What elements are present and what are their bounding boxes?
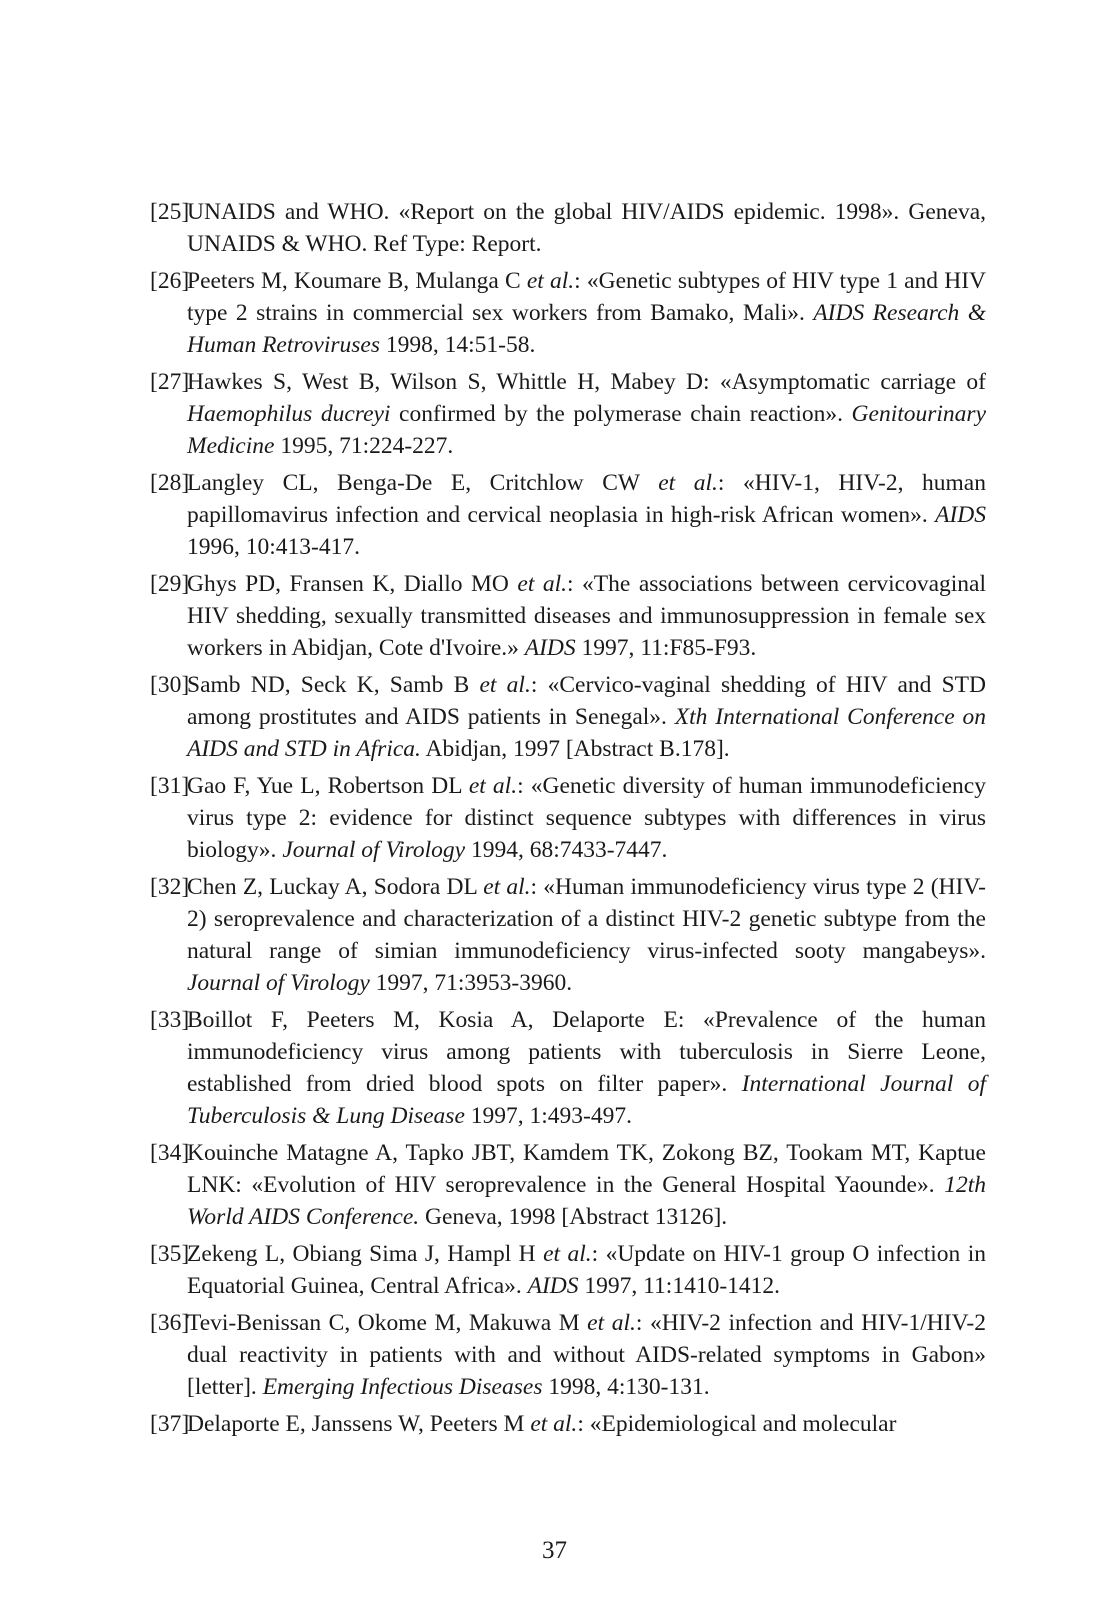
reference-text-segment: : «HIV-2 infection and HIV-1/HIV-2 dual reactivity in patients with and without AIDS-related symptoms in Gabon» [letter]. <box>187 1310 986 1400</box>
reference-text-segment: : «Genetic diversity of human immunodeficiency virus type 2: evidence for distinct sequence subtypes with differences in virus biology». <box>187 773 986 863</box>
reference-number: [37] <box>150 1411 190 1437</box>
reference-text <box>187 1241 986 1299</box>
reference-text-segment: : «Epidemiological and molecular <box>577 1411 897 1437</box>
reference-number: [35] <box>150 1241 190 1267</box>
reference-italic-text: AIDS <box>527 1273 579 1299</box>
reference-number: [29] <box>150 571 190 597</box>
reference-item <box>150 1238 986 1302</box>
reference-italic-text: Emerging Infectious Diseases <box>262 1374 543 1400</box>
reference-text-segment: Geneva, 1998 [Abstract 13126]. <box>419 1204 728 1230</box>
reference-text-segment: 1997, 11:F85-F93. <box>575 635 757 661</box>
reference-text-segment: Langley CL, Benga-De E, Critchlow CW <box>187 470 659 496</box>
reference-number: [31] <box>150 773 190 799</box>
reference-number: [25] <box>150 199 190 225</box>
reference-item <box>150 1408 986 1440</box>
reference-text <box>187 199 986 257</box>
reference-text-segment: Delaporte E, Janssens W, Peeters M <box>187 1411 531 1437</box>
reference-text <box>187 1007 986 1129</box>
reference-text-segment: confirmed by the polymerase chain reaction». <box>390 401 852 427</box>
reference-italic-text: International Journal of Tuberculosis & Lung Disease <box>187 1071 986 1129</box>
reference-list <box>150 196 986 1445</box>
reference-text-segment: Boillot F, Peeters M, Kosia A, Delaporte E: «Prevalence of the human immunodeficiency virus among patients with tuberculosis in Sierre Leone, established from dried blood spots on filter paper». <box>187 1007 986 1097</box>
reference-text-segment: : «The associations between cervicovaginal HIV shedding, sexually transmitted diseases and immunosuppression in female sex workers in Abidjan, Cote d'Ivoire.» <box>187 571 986 661</box>
reference-text-segment: : «Human immunodeficiency virus type 2 (HIV-2) seroprevalence and characterization of a distinct HIV-2 genetic subtype from the natural range of simian immunodeficiency virus-infected sooty mangabeys». <box>187 874 986 964</box>
reference-italic-text: et al. <box>483 874 531 900</box>
reference-text-segment: Zekeng L, Obiang Sima J, Hampl H <box>187 1241 544 1267</box>
reference-text <box>187 268 986 358</box>
reference-text-segment: Kouinche Matagne A, Tapko JBT, Kamdem TK, Zokong BZ, Tookam MT, Kaptue LNK: «Evolution of HIV seroprevalence in the General Hospital Yaounde». <box>187 1140 986 1198</box>
reference-text <box>187 1411 896 1437</box>
reference-item <box>150 1307 986 1403</box>
reference-italic-text: AIDS <box>935 502 986 528</box>
reference-item <box>150 196 986 260</box>
reference-italic-text: AIDS Research & Human Retroviruses <box>187 300 986 358</box>
reference-italic-text: Genitourinary Medicine <box>187 401 987 459</box>
reference-italic-text: et al. <box>658 470 718 496</box>
reference-number: [30] <box>150 672 190 698</box>
reference-text-segment: 1997, 71:3953-3960. <box>369 970 573 996</box>
reference-italic-text: Journal of Virology <box>187 970 370 996</box>
reference-italic-text: et al. <box>530 1411 578 1437</box>
reference-text <box>187 773 986 863</box>
reference-text <box>187 1310 986 1400</box>
reference-italic-text: et al. <box>526 268 575 294</box>
reference-text-segment: UNAIDS and WHO. «Report on the global HIV/AIDS epidemic. 1998». Geneva, UNAIDS & WHO. Ref Type: Report. <box>187 199 986 257</box>
reference-number: [33] <box>150 1007 190 1033</box>
reference-text-segment: Samb ND, Seck K, Samb B <box>187 672 480 698</box>
reference-italic-text: Xth International Conference on AIDS and STD in Africa. <box>187 704 986 762</box>
reference-item <box>150 770 986 866</box>
reference-number: [28] <box>150 470 190 496</box>
reference-italic-text: et al. <box>517 571 568 597</box>
reference-italic-text: 12th World AIDS Conference. <box>187 1172 986 1230</box>
reference-italic-text: et al. <box>468 773 518 799</box>
reference-text <box>187 571 986 661</box>
reference-text-segment: : «HIV-1, HIV-2, human papillomavirus infection and cervical neoplasia in high-risk African women». <box>187 470 986 528</box>
reference-text-segment: 1998, 14:51-58. <box>379 332 536 358</box>
reference-text-segment: Hawkes S, West B, Wilson S, Whittle H, Mabey D: «Asymptomatic carriage of <box>187 369 986 395</box>
reference-text-segment: Tevi-Benissan C, Okome M, Makuwa M <box>187 1310 588 1336</box>
reference-text-segment: Gao F, Yue L, Robertson DL <box>187 773 469 799</box>
reference-item <box>150 568 986 664</box>
reference-text-segment: : «Cervico-vaginal shedding of HIV and STD among prostitutes and AIDS patients in Senegal». <box>187 672 987 730</box>
reference-text-segment: 1996, 10:413-417. <box>187 534 360 560</box>
reference-text-segment: : «Genetic subtypes of HIV type 1 and HIV type 2 strains in commercial sex workers from Bamako, Mali». <box>187 268 986 326</box>
reference-item <box>150 467 986 563</box>
reference-text-segment: 1998, 4:130-131. <box>542 1374 710 1400</box>
reference-text-segment: Ghys PD, Fransen K, Diallo MO <box>187 571 518 597</box>
reference-item <box>150 1004 986 1132</box>
reference-italic-text: et al. <box>587 1310 636 1336</box>
reference-item <box>150 669 986 765</box>
reference-item <box>150 871 986 999</box>
reference-text-segment: 1995, 71:224-227. <box>274 433 454 459</box>
reference-italic-text: et al. <box>543 1241 592 1267</box>
reference-italic-text: Haemophilus ducreyi <box>187 401 391 427</box>
reference-text-segment: Peeters M, Koumare B, Mulanga C <box>187 268 527 294</box>
reference-text-segment: Chen Z, Luckay A, Sodora DL <box>187 874 484 900</box>
reference-number: [27] <box>150 369 190 395</box>
reference-text-segment: 1994, 68:7433-7447. <box>465 837 668 863</box>
reference-text <box>187 369 986 459</box>
reference-text-segment: 1997, 11:1410-1412. <box>578 1273 781 1299</box>
reference-number: [32] <box>150 874 190 900</box>
reference-number: [36] <box>150 1310 190 1336</box>
reference-text <box>187 470 986 560</box>
reference-italic-text: et al. <box>479 672 531 698</box>
reference-text-segment: Abidjan, 1997 [Abstract B.178]. <box>420 736 730 762</box>
reference-text <box>187 1140 986 1230</box>
reference-text <box>187 672 986 762</box>
reference-italic-text: Journal of Virology <box>282 837 466 863</box>
reference-item <box>150 366 986 462</box>
reference-text-segment: 1997, 1:493-497. <box>464 1103 632 1129</box>
reference-item <box>150 265 986 361</box>
reference-italic-text: AIDS <box>524 635 576 661</box>
page-number: 37 <box>542 1537 567 1564</box>
reference-text-segment: : «Update on HIV-1 group O infection in Equatorial Guinea, Central Africa». <box>187 1241 986 1299</box>
reference-item <box>150 1137 986 1233</box>
reference-number: [26] <box>150 268 190 294</box>
reference-number: [34] <box>150 1140 190 1166</box>
reference-text <box>187 874 986 996</box>
